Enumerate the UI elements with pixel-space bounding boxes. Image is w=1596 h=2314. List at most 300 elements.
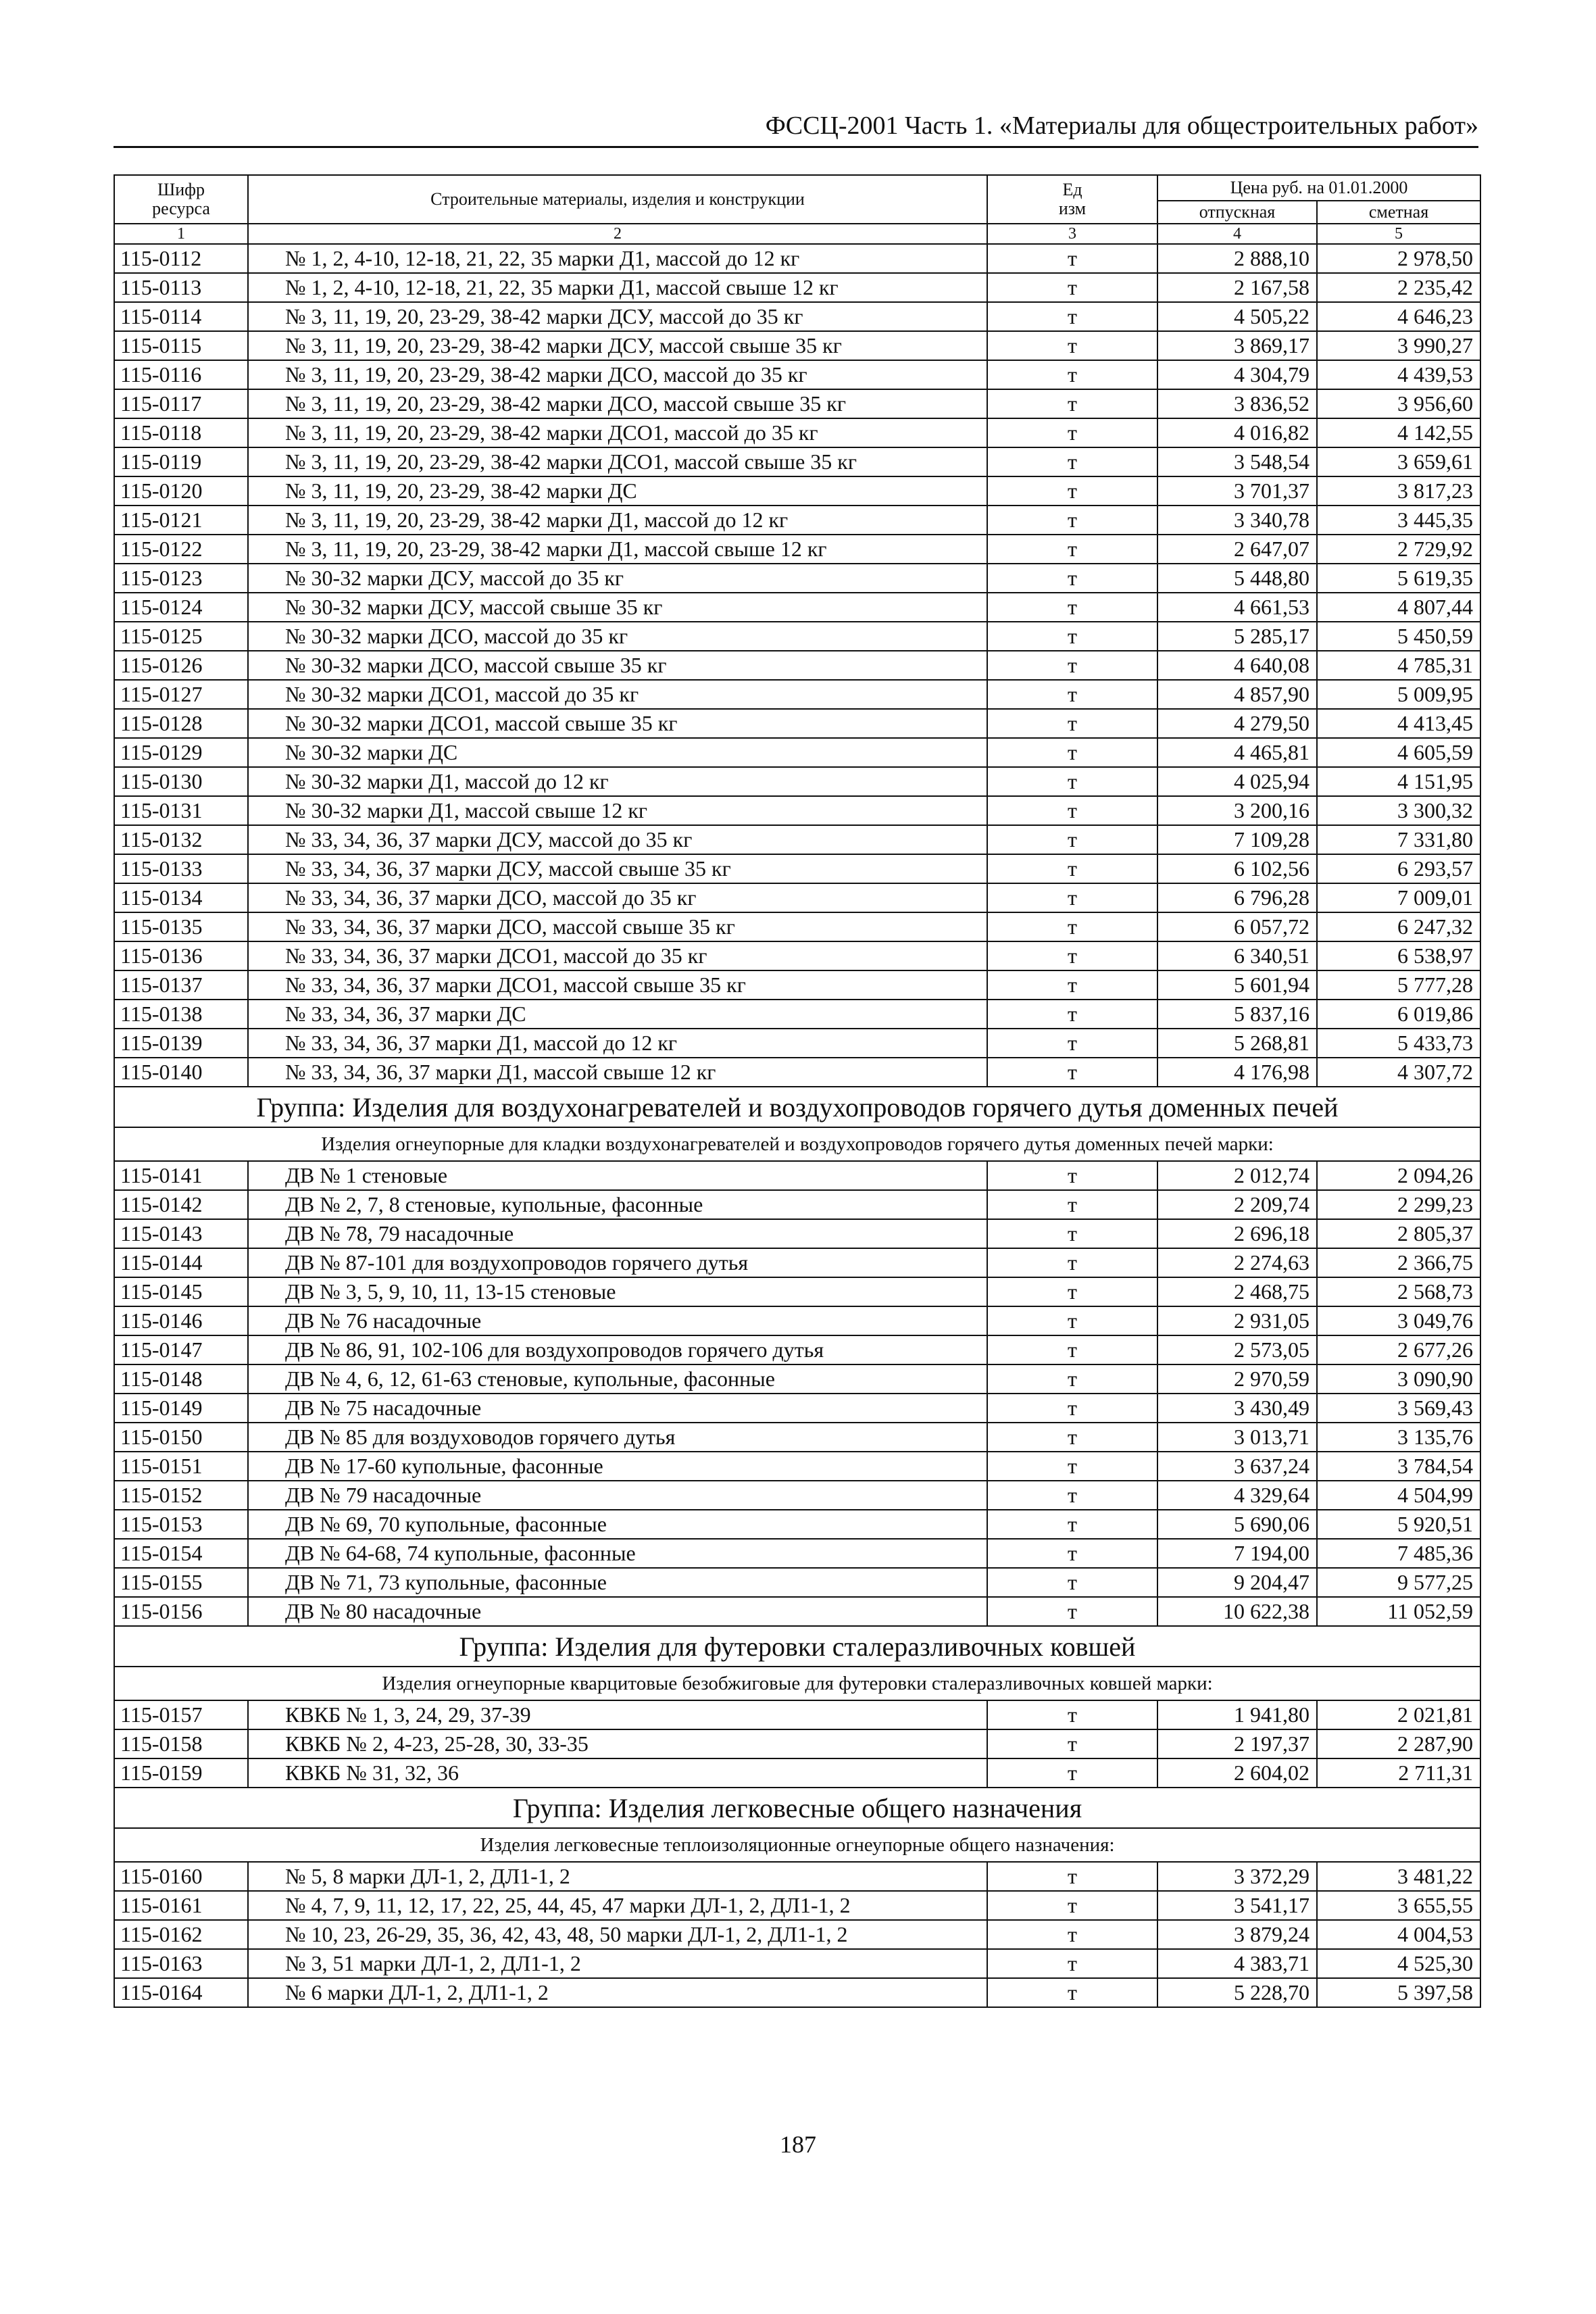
- material-name: ДВ № 64-68, 74 купольные, фасонные: [248, 1539, 987, 1568]
- unit-of-measure: т: [987, 447, 1157, 476]
- header-code: Шифр ресурса: [114, 175, 248, 224]
- material-name: № 30-32 марки ДСО1, массой до 35 кг: [248, 680, 987, 709]
- estimate-price: 4 646,23: [1317, 302, 1480, 331]
- estimate-price: 5 009,95: [1317, 680, 1480, 709]
- unit-of-measure: т: [987, 1481, 1157, 1510]
- resource-code: 115-0153: [114, 1510, 248, 1539]
- table-row: [114, 1364, 1480, 1394]
- resource-code: 115-0131: [114, 796, 248, 825]
- column-number: 1: [114, 224, 248, 244]
- material-name: № 10, 23, 26-29, 35, 36, 42, 43, 48, 50 марки ДЛ-1, 2, ДЛ1-1, 2: [248, 1920, 987, 1949]
- estimate-price: 2 094,26: [1317, 1161, 1480, 1190]
- resource-code: 115-0119: [114, 447, 248, 476]
- column-number: 2: [248, 224, 987, 244]
- unit-of-measure: т: [987, 941, 1157, 970]
- material-name: № 3, 11, 19, 20, 23-29, 38-42 марки ДС: [248, 476, 987, 506]
- unit-of-measure: т: [987, 680, 1157, 709]
- unit-of-measure: т: [987, 1568, 1157, 1597]
- material-name: ДВ № 85 для воздуховодов горячего дутья: [248, 1423, 987, 1452]
- table-row: [114, 1335, 1480, 1364]
- estimate-price: 6 247,32: [1317, 912, 1480, 941]
- estimate-price: 2 677,26: [1317, 1335, 1480, 1364]
- unit-of-measure: т: [987, 622, 1157, 651]
- estimate-price: 2 729,92: [1317, 535, 1480, 564]
- material-name: № 6 марки ДЛ-1, 2, ДЛ1-1, 2: [248, 1978, 987, 2007]
- resource-code: 115-0130: [114, 767, 248, 796]
- estimate-price: 4 785,31: [1317, 651, 1480, 680]
- release-price: 3 541,17: [1157, 1891, 1317, 1920]
- estimate-price: 4 504,99: [1317, 1481, 1480, 1510]
- estimate-price: 2 711,31: [1317, 1758, 1480, 1788]
- material-name: ДВ № 69, 70 купольные, фасонные: [248, 1510, 987, 1539]
- release-price: 3 200,16: [1157, 796, 1317, 825]
- group-heading-row: [114, 1788, 1480, 1828]
- unit-of-measure: т: [987, 273, 1157, 302]
- resource-code: 115-0142: [114, 1190, 248, 1219]
- unit-of-measure: т: [987, 1920, 1157, 1949]
- release-price: 5 601,94: [1157, 970, 1317, 1000]
- table-row: [114, 1029, 1480, 1058]
- material-name: ДВ № 79 насадочные: [248, 1481, 987, 1510]
- table-row: [114, 883, 1480, 912]
- estimate-price: 2 568,73: [1317, 1277, 1480, 1306]
- release-price: 4 279,50: [1157, 709, 1317, 738]
- material-name: № 30-32 марки ДС: [248, 738, 987, 767]
- material-name: № 33, 34, 36, 37 марки ДСО, массой до 35 кг: [248, 883, 987, 912]
- table-row: [114, 273, 1480, 302]
- table-row: [114, 360, 1480, 389]
- resource-code: 115-0141: [114, 1161, 248, 1190]
- material-name: ДВ № 3, 5, 9, 10, 11, 13-15 стеновые: [248, 1277, 987, 1306]
- material-name: № 1, 2, 4-10, 12-18, 21, 22, 35 марки Д1, массой свыше 12 кг: [248, 273, 987, 302]
- material-name: № 1, 2, 4-10, 12-18, 21, 22, 35 марки Д1, массой до 12 кг: [248, 244, 987, 273]
- estimate-price: 4 151,95: [1317, 767, 1480, 796]
- table-row: [114, 476, 1480, 506]
- unit-of-measure: т: [987, 912, 1157, 941]
- resource-code: 115-0112: [114, 244, 248, 273]
- material-name: № 30-32 марки Д1, массой свыше 12 кг: [248, 796, 987, 825]
- estimate-price: 6 019,86: [1317, 1000, 1480, 1029]
- material-name: № 33, 34, 36, 37 марки ДСО1, массой свыше 35 кг: [248, 970, 987, 1000]
- material-name: № 33, 34, 36, 37 марки ДСО, массой свыше 35 кг: [248, 912, 987, 941]
- unit-of-measure: т: [987, 854, 1157, 883]
- resource-code: 115-0136: [114, 941, 248, 970]
- unit-of-measure: т: [987, 535, 1157, 564]
- price-table: [114, 174, 1481, 2008]
- table-row: [114, 854, 1480, 883]
- unit-of-measure: т: [987, 825, 1157, 854]
- resource-code: 115-0115: [114, 331, 248, 360]
- unit-of-measure: т: [987, 1306, 1157, 1335]
- estimate-price: 11 052,59: [1317, 1597, 1480, 1626]
- unit-of-measure: т: [987, 651, 1157, 680]
- release-price: 2 931,05: [1157, 1306, 1317, 1335]
- material-name: № 3, 11, 19, 20, 23-29, 38-42 марки Д1, массой свыше 12 кг: [248, 535, 987, 564]
- unit-of-measure: т: [987, 738, 1157, 767]
- resource-code: 115-0123: [114, 564, 248, 593]
- estimate-price: 3 817,23: [1317, 476, 1480, 506]
- resource-code: 115-0152: [114, 1481, 248, 1510]
- unit-of-measure: т: [987, 360, 1157, 389]
- unit-of-measure: т: [987, 1758, 1157, 1788]
- material-name: ДВ № 2, 7, 8 стеновые, купольные, фасонные: [248, 1190, 987, 1219]
- material-name: № 30-32 марки Д1, массой до 12 кг: [248, 767, 987, 796]
- table-row: [114, 1891, 1480, 1920]
- estimate-price: 2 287,90: [1317, 1729, 1480, 1758]
- table-row: [114, 418, 1480, 447]
- table-row: [114, 796, 1480, 825]
- unit-of-measure: т: [987, 1364, 1157, 1394]
- table-row: [114, 1597, 1480, 1626]
- unit-of-measure: т: [987, 564, 1157, 593]
- header-name: Строительные материалы, изделия и конструкции: [248, 175, 987, 224]
- table-row: [114, 680, 1480, 709]
- estimate-price: 2 366,75: [1317, 1248, 1480, 1277]
- table-row: [114, 941, 1480, 970]
- table-row: [114, 1729, 1480, 1758]
- column-number: 3: [987, 224, 1157, 244]
- release-price: 3 637,24: [1157, 1452, 1317, 1481]
- resource-code: 115-0133: [114, 854, 248, 883]
- resource-code: 115-0121: [114, 506, 248, 535]
- resource-code: 115-0140: [114, 1058, 248, 1087]
- release-price: 5 690,06: [1157, 1510, 1317, 1539]
- table-row: [114, 709, 1480, 738]
- table-row: [114, 1700, 1480, 1729]
- subgroup-heading-row: [114, 1127, 1480, 1161]
- release-price: 9 204,47: [1157, 1568, 1317, 1597]
- unit-of-measure: т: [987, 1978, 1157, 2007]
- release-price: 6 796,28: [1157, 883, 1317, 912]
- estimate-price: 4 605,59: [1317, 738, 1480, 767]
- unit-of-measure: т: [987, 476, 1157, 506]
- resource-code: 115-0135: [114, 912, 248, 941]
- group-heading: Группа: Изделия для футеровки сталеразливочных ковшей: [114, 1626, 1480, 1667]
- estimate-price: 2 978,50: [1317, 244, 1480, 273]
- unit-of-measure: т: [987, 709, 1157, 738]
- subgroup-heading: Изделия огнеупорные кварцитовые безобжиговые для футеровки сталеразливочных ковшей марки:: [114, 1667, 1480, 1700]
- resource-code: 115-0161: [114, 1891, 248, 1920]
- table-row: [114, 1949, 1480, 1978]
- table-row: [114, 1000, 1480, 1029]
- resource-code: 115-0156: [114, 1597, 248, 1626]
- unit-of-measure: т: [987, 302, 1157, 331]
- table-row: [114, 1481, 1480, 1510]
- resource-code: 115-0124: [114, 593, 248, 622]
- estimate-price: 5 397,58: [1317, 1978, 1480, 2007]
- release-price: 4 640,08: [1157, 651, 1317, 680]
- release-price: 3 836,52: [1157, 389, 1317, 418]
- resource-code: 115-0129: [114, 738, 248, 767]
- table-row: [114, 1306, 1480, 1335]
- material-name: КВКБ № 31, 32, 36: [248, 1758, 987, 1788]
- material-name: № 30-32 марки ДСО, массой свыше 35 кг: [248, 651, 987, 680]
- material-name: № 3, 51 марки ДЛ-1, 2, ДЛ1-1, 2: [248, 1949, 987, 1978]
- resource-code: 115-0117: [114, 389, 248, 418]
- unit-of-measure: т: [987, 1891, 1157, 1920]
- material-name: КВКБ № 2, 4-23, 25-28, 30, 33-35: [248, 1729, 987, 1758]
- unit-of-measure: т: [987, 331, 1157, 360]
- resource-code: 115-0162: [114, 1920, 248, 1949]
- release-price: 5 268,81: [1157, 1029, 1317, 1058]
- table-row: [114, 651, 1480, 680]
- unit-of-measure: т: [987, 1190, 1157, 1219]
- header-estimate-price: сметная: [1317, 201, 1480, 224]
- resource-code: 115-0164: [114, 1978, 248, 2007]
- estimate-price: 3 445,35: [1317, 506, 1480, 535]
- material-name: ДВ № 86, 91, 102-106 для воздухопроводов горячего дутья: [248, 1335, 987, 1364]
- resource-code: 115-0145: [114, 1277, 248, 1306]
- material-name: № 4, 7, 9, 11, 12, 17, 22, 25, 44, 45, 47 марки ДЛ-1, 2, ДЛ1-1, 2: [248, 1891, 987, 1920]
- table-row: [114, 622, 1480, 651]
- estimate-price: 5 619,35: [1317, 564, 1480, 593]
- material-name: № 3, 11, 19, 20, 23-29, 38-42 марки ДСУ, массой до 35 кг: [248, 302, 987, 331]
- release-price: 3 013,71: [1157, 1423, 1317, 1452]
- resource-code: 115-0128: [114, 709, 248, 738]
- material-name: КВКБ № 1, 3, 24, 29, 37-39: [248, 1700, 987, 1729]
- unit-of-measure: т: [987, 767, 1157, 796]
- unit-of-measure: т: [987, 593, 1157, 622]
- estimate-price: 3 135,76: [1317, 1423, 1480, 1452]
- table-row: [114, 302, 1480, 331]
- release-price: 4 025,94: [1157, 767, 1317, 796]
- unit-of-measure: т: [987, 418, 1157, 447]
- unit-of-measure: т: [987, 1058, 1157, 1087]
- release-price: 2 197,37: [1157, 1729, 1317, 1758]
- estimate-price: 4 439,53: [1317, 360, 1480, 389]
- estimate-price: 3 481,22: [1317, 1862, 1480, 1891]
- estimate-price: 2 299,23: [1317, 1190, 1480, 1219]
- group-heading: Группа: Изделия легковесные общего назначения: [114, 1788, 1480, 1828]
- release-price: 2 012,74: [1157, 1161, 1317, 1190]
- resource-code: 115-0160: [114, 1862, 248, 1891]
- release-price: 2 970,59: [1157, 1364, 1317, 1394]
- estimate-price: 3 090,90: [1317, 1364, 1480, 1394]
- estimate-price: 4 004,53: [1317, 1920, 1480, 1949]
- resource-code: 115-0138: [114, 1000, 248, 1029]
- unit-of-measure: т: [987, 883, 1157, 912]
- material-name: № 30-32 марки ДСУ, массой свыше 35 кг: [248, 593, 987, 622]
- subgroup-heading-row: [114, 1667, 1480, 1700]
- table-header-row: [114, 175, 1480, 201]
- estimate-price: 7 331,80: [1317, 825, 1480, 854]
- unit-of-measure: т: [987, 244, 1157, 273]
- table-row: [114, 970, 1480, 1000]
- material-name: № 30-32 марки ДСО1, массой свыше 35 кг: [248, 709, 987, 738]
- release-price: 5 228,70: [1157, 1978, 1317, 2007]
- table-row: [114, 1394, 1480, 1423]
- material-name: ДВ № 80 насадочные: [248, 1597, 987, 1626]
- release-price: 2 573,05: [1157, 1335, 1317, 1364]
- resource-code: 115-0127: [114, 680, 248, 709]
- resource-code: 115-0114: [114, 302, 248, 331]
- resource-code: 115-0122: [114, 535, 248, 564]
- release-price: 4 383,71: [1157, 1949, 1317, 1978]
- unit-of-measure: т: [987, 1539, 1157, 1568]
- estimate-price: 5 777,28: [1317, 970, 1480, 1000]
- estimate-price: 3 655,55: [1317, 1891, 1480, 1920]
- release-price: 3 879,24: [1157, 1920, 1317, 1949]
- header-divider: [114, 146, 1478, 148]
- material-name: ДВ № 71, 73 купольные, фасонные: [248, 1568, 987, 1597]
- estimate-price: 6 293,57: [1317, 854, 1480, 883]
- material-name: № 3, 11, 19, 20, 23-29, 38-42 марки ДСО1, массой до 35 кг: [248, 418, 987, 447]
- material-name: ДВ № 4, 6, 12, 61-63 стеновые, купольные, фасонные: [248, 1364, 987, 1394]
- release-price: 4 304,79: [1157, 360, 1317, 389]
- estimate-price: 7 485,36: [1317, 1539, 1480, 1568]
- document-header: ФССЦ-2001 Часть 1. «Материалы для общестроительных работ»: [765, 112, 1478, 140]
- estimate-price: 2 805,37: [1317, 1219, 1480, 1248]
- table-row: [114, 912, 1480, 941]
- resource-code: 115-0155: [114, 1568, 248, 1597]
- estimate-price: 4 307,72: [1317, 1058, 1480, 1087]
- release-price: 4 176,98: [1157, 1058, 1317, 1087]
- material-name: № 33, 34, 36, 37 марки Д1, массой свыше 12 кг: [248, 1058, 987, 1087]
- release-price: 7 109,28: [1157, 825, 1317, 854]
- estimate-price: 2 021,81: [1317, 1700, 1480, 1729]
- unit-of-measure: т: [987, 970, 1157, 1000]
- subgroup-heading: Изделия огнеупорные для кладки воздухонагревателей и воздухопроводов горячего дутья доменных печей марки:: [114, 1127, 1480, 1161]
- material-name: ДВ № 17-60 купольные, фасонные: [248, 1452, 987, 1481]
- table-row: [114, 564, 1480, 593]
- unit-of-measure: т: [987, 389, 1157, 418]
- estimate-price: 3 569,43: [1317, 1394, 1480, 1423]
- release-price: 2 696,18: [1157, 1219, 1317, 1248]
- resource-code: 115-0134: [114, 883, 248, 912]
- release-price: 6 057,72: [1157, 912, 1317, 941]
- table-row: [114, 1248, 1480, 1277]
- resource-code: 115-0146: [114, 1306, 248, 1335]
- material-name: № 30-32 марки ДСУ, массой до 35 кг: [248, 564, 987, 593]
- unit-of-measure: т: [987, 1862, 1157, 1891]
- unit-of-measure: т: [987, 1248, 1157, 1277]
- unit-of-measure: т: [987, 1729, 1157, 1758]
- group-heading: Группа: Изделия для воздухонагревателей и воздухопроводов горячего дутья доменных печей: [114, 1087, 1480, 1127]
- table-row: [114, 1539, 1480, 1568]
- release-price: 4 465,81: [1157, 738, 1317, 767]
- unit-of-measure: т: [987, 1423, 1157, 1452]
- release-price: 5 285,17: [1157, 622, 1317, 651]
- table-row: [114, 1862, 1480, 1891]
- unit-of-measure: т: [987, 1949, 1157, 1978]
- estimate-price: 3 049,76: [1317, 1306, 1480, 1335]
- table-row: [114, 244, 1480, 273]
- table-row: [114, 1510, 1480, 1539]
- resource-code: 115-0126: [114, 651, 248, 680]
- release-price: 2 604,02: [1157, 1758, 1317, 1788]
- release-price: 2 167,58: [1157, 273, 1317, 302]
- table-row: [114, 389, 1480, 418]
- estimate-price: 5 450,59: [1317, 622, 1480, 651]
- unit-of-measure: т: [987, 1000, 1157, 1029]
- release-price: 7 194,00: [1157, 1539, 1317, 1568]
- estimate-price: 3 784,54: [1317, 1452, 1480, 1481]
- release-price: 2 209,74: [1157, 1190, 1317, 1219]
- release-price: 2 888,10: [1157, 244, 1317, 273]
- table-row: [114, 825, 1480, 854]
- estimate-price: 4 413,45: [1317, 709, 1480, 738]
- estimate-price: 4 142,55: [1317, 418, 1480, 447]
- release-price: 4 857,90: [1157, 680, 1317, 709]
- table-row: [114, 738, 1480, 767]
- material-name: № 33, 34, 36, 37 марки Д1, массой до 12 кг: [248, 1029, 987, 1058]
- resource-code: 115-0163: [114, 1949, 248, 1978]
- release-price: 2 274,63: [1157, 1248, 1317, 1277]
- resource-code: 115-0144: [114, 1248, 248, 1277]
- release-price: 2 647,07: [1157, 535, 1317, 564]
- estimate-price: 3 659,61: [1317, 447, 1480, 476]
- resource-code: 115-0157: [114, 1700, 248, 1729]
- release-price: 4 329,64: [1157, 1481, 1317, 1510]
- material-name: № 3, 11, 19, 20, 23-29, 38-42 марки ДСО1, массой свыше 35 кг: [248, 447, 987, 476]
- table-row: [114, 1190, 1480, 1219]
- release-price: 5 448,80: [1157, 564, 1317, 593]
- resource-code: 115-0118: [114, 418, 248, 447]
- unit-of-measure: т: [987, 1510, 1157, 1539]
- unit-of-measure: т: [987, 506, 1157, 535]
- resource-code: 115-0125: [114, 622, 248, 651]
- material-name: ДВ № 1 стеновые: [248, 1161, 987, 1190]
- material-name: ДВ № 75 насадочные: [248, 1394, 987, 1423]
- release-price: 3 340,78: [1157, 506, 1317, 535]
- page-number: 187: [780, 2131, 816, 2158]
- release-price: 3 372,29: [1157, 1862, 1317, 1891]
- resource-code: 115-0120: [114, 476, 248, 506]
- table-row: [114, 1219, 1480, 1248]
- resource-code: 115-0159: [114, 1758, 248, 1788]
- table-row: [114, 1920, 1480, 1949]
- table-row: [114, 767, 1480, 796]
- unit-of-measure: т: [987, 1452, 1157, 1481]
- release-price: 6 102,56: [1157, 854, 1317, 883]
- estimate-price: 9 577,25: [1317, 1568, 1480, 1597]
- header-price: Цена руб. на 01.01.2000: [1157, 175, 1480, 201]
- group-heading-row: [114, 1626, 1480, 1667]
- material-name: № 3, 11, 19, 20, 23-29, 38-42 марки ДСО, массой до 35 кг: [248, 360, 987, 389]
- resource-code: 115-0158: [114, 1729, 248, 1758]
- release-price: 3 548,54: [1157, 447, 1317, 476]
- unit-of-measure: т: [987, 1335, 1157, 1364]
- release-price: 10 622,38: [1157, 1597, 1317, 1626]
- table-row: [114, 593, 1480, 622]
- unit-of-measure: т: [987, 796, 1157, 825]
- resource-code: 115-0116: [114, 360, 248, 389]
- resource-code: 115-0143: [114, 1219, 248, 1248]
- release-price: 4 661,53: [1157, 593, 1317, 622]
- table-row: [114, 447, 1480, 476]
- table-row: [114, 1758, 1480, 1788]
- release-price: 3 430,49: [1157, 1394, 1317, 1423]
- release-price: 6 340,51: [1157, 941, 1317, 970]
- material-name: № 3, 11, 19, 20, 23-29, 38-42 марки ДСУ, массой свыше 35 кг: [248, 331, 987, 360]
- estimate-price: 2 235,42: [1317, 273, 1480, 302]
- subgroup-heading-row: [114, 1828, 1480, 1862]
- estimate-price: 3 990,27: [1317, 331, 1480, 360]
- estimate-price: 6 538,97: [1317, 941, 1480, 970]
- material-name: № 3, 11, 19, 20, 23-29, 38-42 марки Д1, массой до 12 кг: [248, 506, 987, 535]
- release-price: 2 468,75: [1157, 1277, 1317, 1306]
- material-name: № 30-32 марки ДСО, массой до 35 кг: [248, 622, 987, 651]
- resource-code: 115-0147: [114, 1335, 248, 1364]
- release-price: 3 869,17: [1157, 331, 1317, 360]
- release-price: 4 505,22: [1157, 302, 1317, 331]
- table-row: [114, 1978, 1480, 2007]
- unit-of-measure: т: [987, 1597, 1157, 1626]
- resource-code: 115-0154: [114, 1539, 248, 1568]
- price-table-body: [114, 175, 1480, 2007]
- release-price: 4 016,82: [1157, 418, 1317, 447]
- estimate-price: 7 009,01: [1317, 883, 1480, 912]
